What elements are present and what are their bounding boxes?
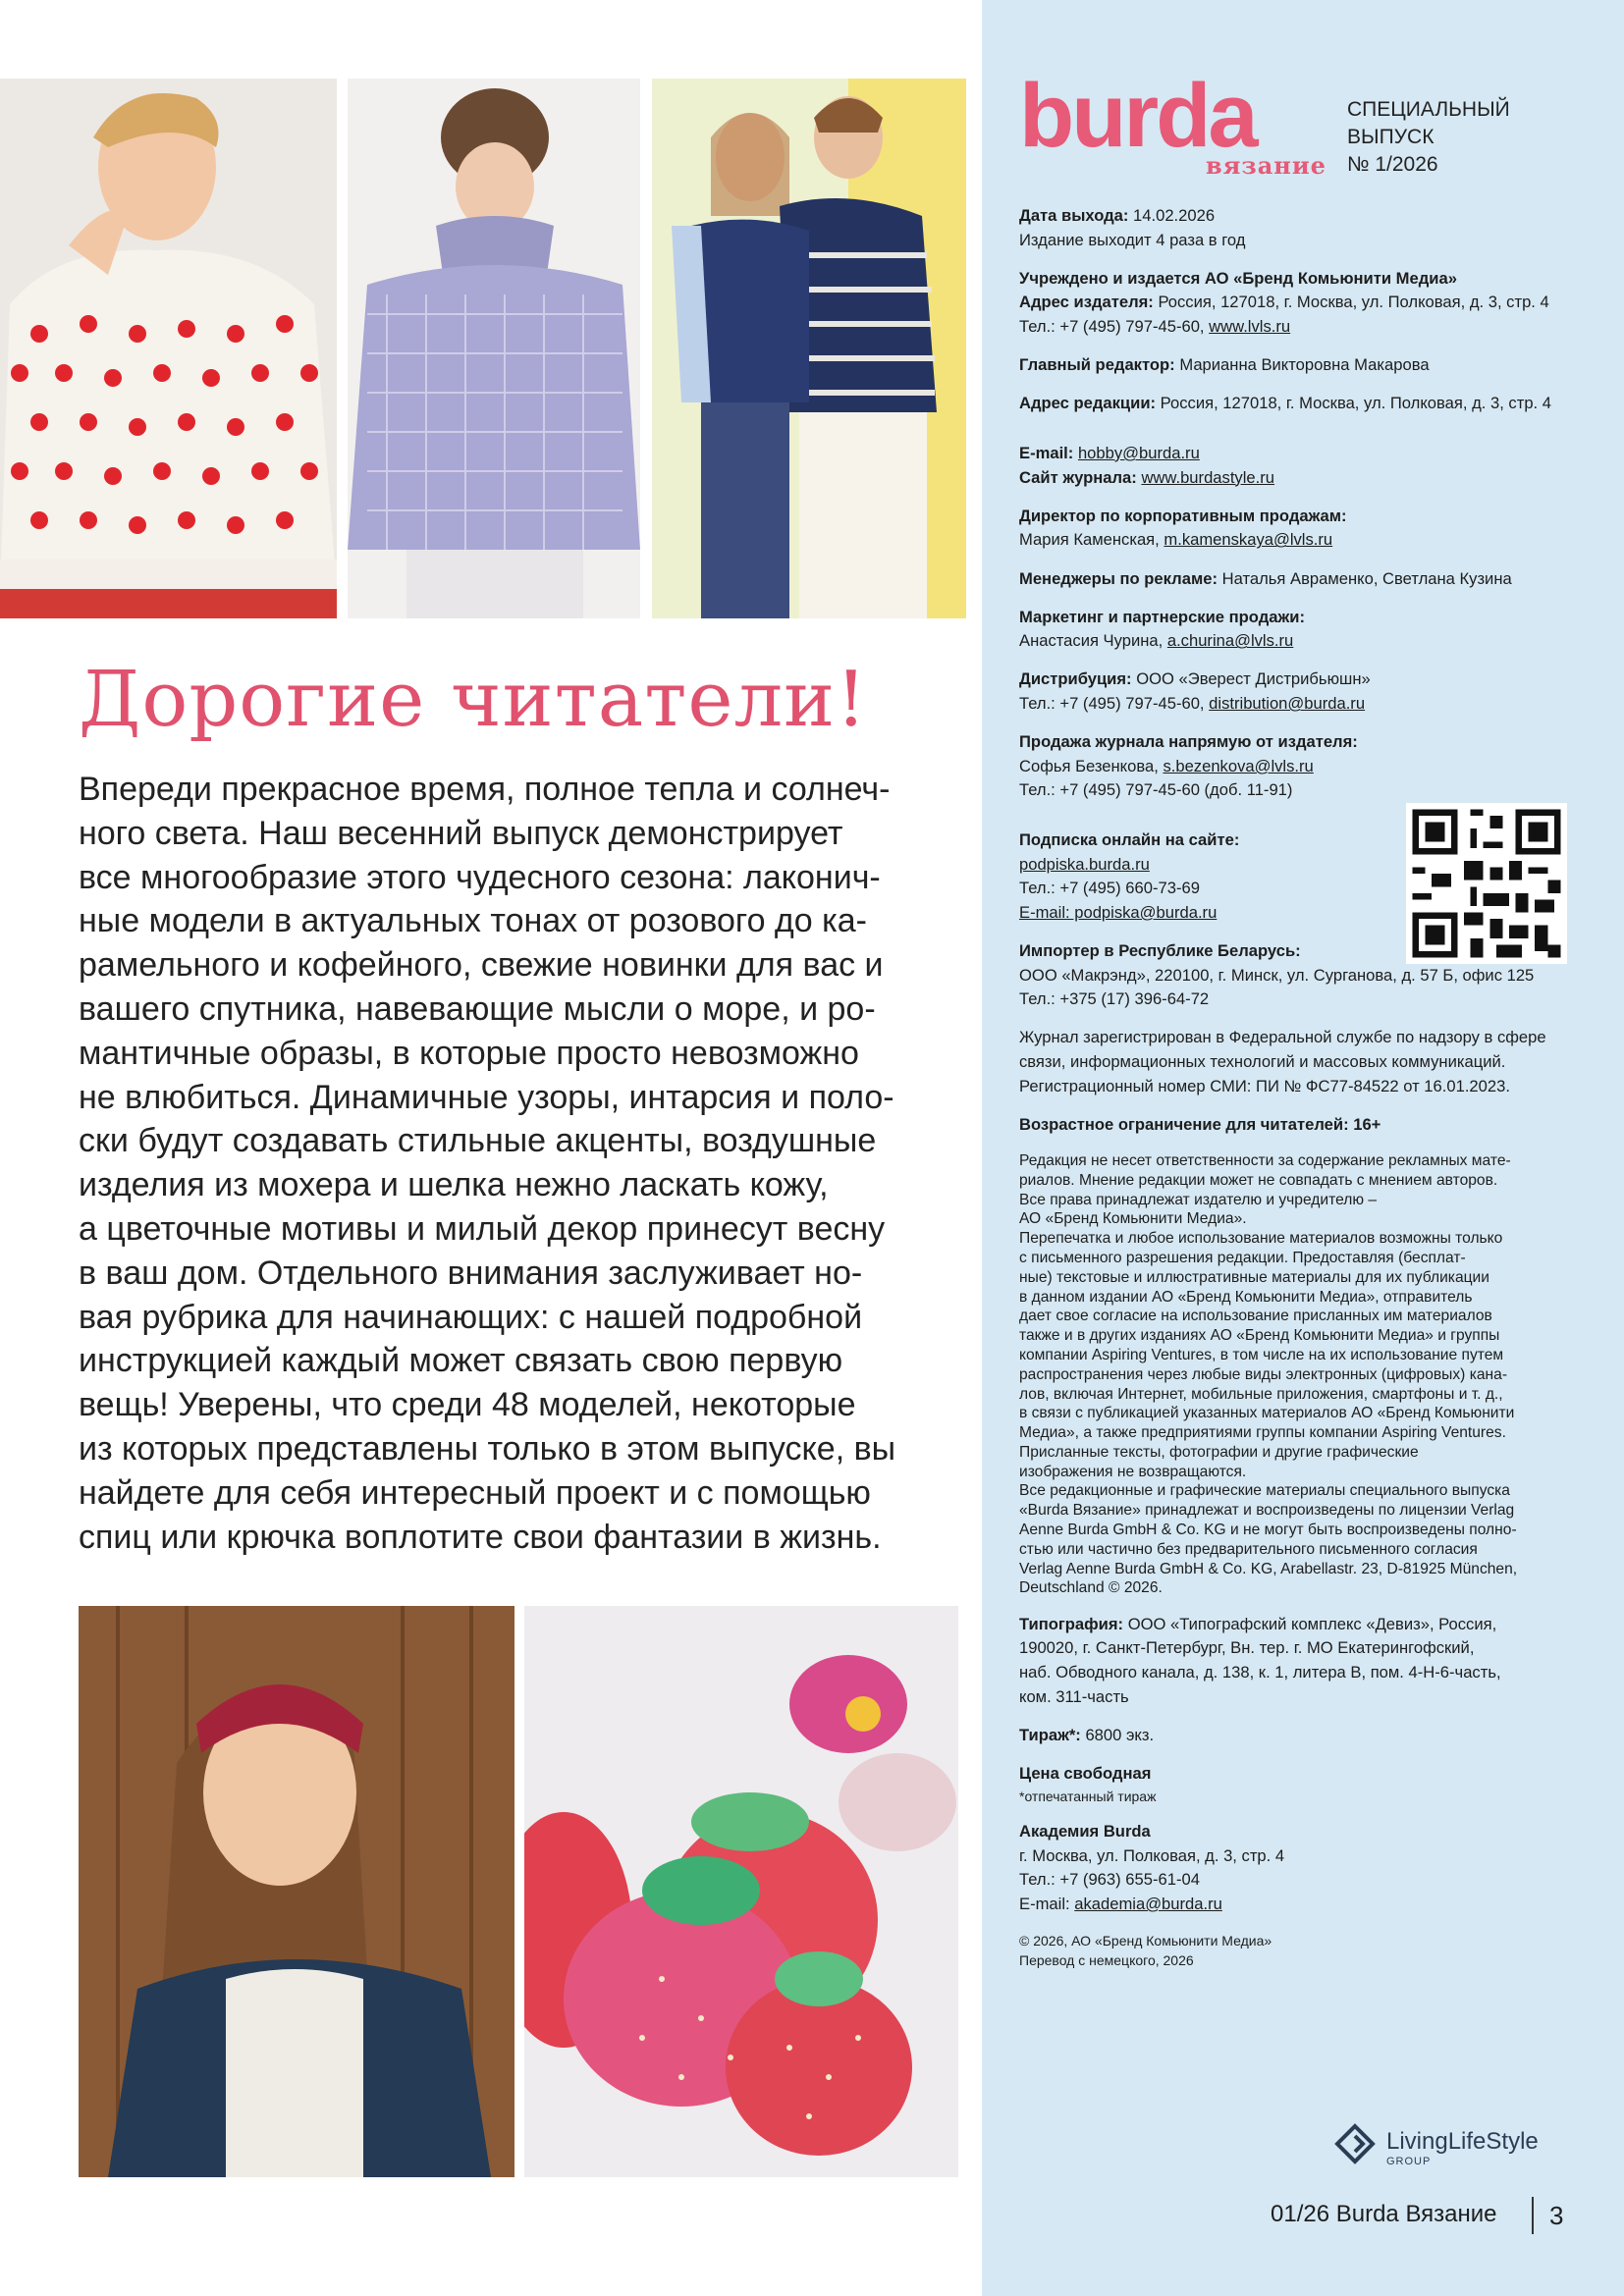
- registration-line: Журнал зарегистрирован в Федеральной службе по надзору в сфере: [1019, 1028, 1546, 1047]
- printing-label: Типография:: [1019, 1614, 1124, 1633]
- body-line: вая рубрика для начинающих: с нашей подробной: [79, 1298, 863, 1336]
- body-line: вашего спутника, навевающие мысли о море, и ро-: [79, 989, 876, 1028]
- editorial-address: Россия, 127018, г. Москва, ул. Полковая, д. 3, стр. 4: [1156, 394, 1551, 413]
- registration-line: связи, информационных технологий и массовых коммуникаций.: [1019, 1051, 1506, 1071]
- legal-line: в связи с публикацией указанных материалов АО «Бренд Комьюнити: [1019, 1405, 1515, 1422]
- body-line: мантичные образы, в которые просто невозможно: [79, 1034, 859, 1072]
- body-line: ного света. Наш весенний выпуск демонстрирует: [79, 814, 843, 852]
- ad-managers-label: Менеджеры по рекламе:: [1019, 568, 1218, 588]
- legal-line: Deutschland © 2026.: [1019, 1579, 1163, 1597]
- body-line: изделия из мохера и шелка нежно ласкать кожу,: [79, 1166, 829, 1204]
- photo-couple-striped-sweaters: [652, 79, 966, 618]
- printing-line: ком. 311-часть: [1019, 1686, 1129, 1706]
- email-link[interactable]: hobby@burda.ru: [1077, 443, 1200, 462]
- registration-line: Регистрационный номер СМИ: ПИ № ФС77-84522 от 16.01.2023.: [1019, 1076, 1510, 1095]
- circulation-label: Тираж*:: [1019, 1725, 1081, 1744]
- subscription-phone: Тел.: +7 (495) 660-73-69: [1019, 879, 1200, 898]
- legal-line: также и в других изданиях АО «Бренд Комьюнити Медиа» и группы: [1019, 1327, 1500, 1345]
- belarus-importer-phone: Тел.: +375 (17) 396-64-72: [1019, 989, 1210, 1009]
- editorial-address-label: Адрес редакции:: [1019, 394, 1157, 413]
- distribution-phone: Тел.: +7 (495) 797-45-60,: [1019, 694, 1210, 714]
- qr-code[interactable]: [1406, 803, 1567, 964]
- legal-line: изображения не возвращаются.: [1019, 1463, 1247, 1480]
- footer-divider: [1532, 2197, 1534, 2234]
- corp-sales-label: Директор по корпоративным продажам:: [1019, 506, 1347, 525]
- livinglifestyle-mark-icon: [1333, 2122, 1377, 2165]
- footer-issue: 01/26 Burda Вязание: [1271, 2201, 1497, 2227]
- corp-sales-name: Мария Каменская,: [1019, 530, 1164, 550]
- body-line: все многообразие этого чудесного сезона: лаконич-: [79, 858, 881, 896]
- publisher-phone: Тел.: +7 (495) 797-45-60,: [1019, 316, 1210, 336]
- legal-line: с письменного разрешения редакции. Предоставляя (бесплат-: [1019, 1249, 1466, 1266]
- academy-email-label: E-mail:: [1019, 1894, 1075, 1913]
- body-line: ные модели в актуальных тонах от розового до ка-: [79, 902, 867, 940]
- price-note: *отпечатанный тираж: [1019, 1788, 1157, 1804]
- legal-line: Verlag Aenne Burda GmbH & Co. KG, Arabellastr. 23, D-81925 München,: [1019, 1560, 1518, 1577]
- direct-sales-email-link[interactable]: s.bezenkova@lvls.ru: [1163, 756, 1314, 775]
- legal-line: Присланные тексты, фотографии и другие графические: [1019, 1443, 1419, 1461]
- academy-email-link[interactable]: akademia@burda.ru: [1074, 1894, 1222, 1913]
- direct-sales-name: Софья Безенкова,: [1019, 756, 1164, 775]
- legal-line: Редакция не несет ответственности за содержание рекламных мате-: [1019, 1151, 1511, 1169]
- article-body: [79, 768, 962, 1559]
- subscription-site-link[interactable]: podpiska.burda.ru: [1019, 854, 1150, 874]
- issue-line: № 1/2026: [1347, 153, 1438, 176]
- legal-line: АО «Бренд Комьюнити Медиа».: [1019, 1210, 1247, 1228]
- burda-logo: [1019, 66, 1326, 180]
- body-line: в ваш дом. Отдельного внимания заслуживает но-: [79, 1254, 863, 1292]
- publisher-address-label: Адрес издателя:: [1019, 293, 1154, 312]
- legal-line: Все права принадлежат издателю и учредителю –: [1019, 1191, 1378, 1208]
- frequency: Издание выходит 4 раза в год: [1019, 230, 1246, 249]
- belarus-importer-address: ООО «Макрэнд», 220100, г. Минск, ул. Сурганова, д. 57 Б, офис 125: [1019, 965, 1535, 985]
- issue-line: СПЕЦИАЛЬНЫЙ: [1347, 98, 1510, 121]
- academy-phone: Тел.: +7 (963) 655-61-04: [1019, 1870, 1200, 1890]
- distribution-label: Дистрибуция:: [1019, 669, 1132, 689]
- distribution-email-link[interactable]: distribution@burda.ru: [1209, 694, 1366, 714]
- livinglifestyle-logo: [1333, 2120, 1589, 2169]
- subscription-email-link[interactable]: E-mail: podpiska@burda.ru: [1019, 902, 1218, 922]
- body-line: Впереди прекрасное время, полное тепла и солнеч-: [79, 771, 891, 808]
- issue-label: [1347, 96, 1510, 179]
- site-label: Сайт журнала:: [1019, 467, 1137, 487]
- body-line: а цветочные мотивы и милый декор принесут весну: [79, 1209, 886, 1248]
- legal-line: распространения через любые виды электронных (цифровых) кана-: [1019, 1365, 1508, 1383]
- logo-subtitle: вязание: [1206, 151, 1326, 180]
- imprint: [1019, 204, 1579, 1985]
- corp-sales-email-link[interactable]: m.kamenskaya@lvls.ru: [1164, 530, 1333, 550]
- body-line: из которых представлены только в этом выпуске, вы: [79, 1429, 896, 1468]
- publisher-site-link[interactable]: www.lvls.ru: [1209, 316, 1291, 336]
- copyright: © 2026, АО «Бренд Комьюнити Медиа»: [1019, 1933, 1272, 1949]
- editor-name: Марианна Викторовна Макарова: [1174, 355, 1430, 375]
- translation-note: Перевод с немецкого, 2026: [1019, 1952, 1194, 1969]
- belarus-importer-label: Импортер в Республике Беларусь:: [1019, 941, 1301, 960]
- lls-group: GROUP: [1386, 2156, 1432, 2167]
- photo-woman-headband: [79, 1606, 514, 2177]
- lls-name: LivingLifeStyle: [1386, 2128, 1539, 2155]
- logo-brand: burda: [1019, 66, 1256, 166]
- photo-hearts-sweater: [0, 79, 337, 618]
- academy-address: г. Москва, ул. Полковая, д. 3, стр. 4: [1019, 1845, 1285, 1865]
- marketing-label: Маркетинг и партнерские продажи:: [1019, 607, 1305, 626]
- body-line: вещь! Уверены, что среди 48 моделей, некоторые: [79, 1386, 856, 1424]
- printing-line: ООО «Типографский комплекс «Девиз», Россия,: [1123, 1614, 1497, 1633]
- page-number: 3: [1549, 2201, 1564, 2230]
- distribution-company: ООО «Эверест Дистрибьюшн»: [1131, 669, 1371, 689]
- printing-line: наб. Обводного канала, д. 138, к. 1, литера В, пом. 4-Н-6-часть,: [1019, 1663, 1501, 1682]
- legal-line: «Burda Вязание» принадлежат и воспроизведены по лицензии Verlag: [1019, 1502, 1515, 1520]
- marketing-email-link[interactable]: a.churina@lvls.ru: [1166, 631, 1294, 651]
- release-label: Дата выхода:: [1019, 206, 1129, 225]
- editor-label: Главный редактор:: [1019, 355, 1175, 375]
- direct-sales-label: Продажа журнала напрямую от издателя:: [1019, 732, 1358, 752]
- publisher-address: Россия, 127018, г. Москва, ул. Полковая, д. 3, стр. 4: [1153, 293, 1549, 312]
- age-restriction: Возрастное ограничение для читателей: 16+: [1019, 1114, 1381, 1134]
- legal-line: в данном издании АО «Бренд Комьюнити Медиа», отправитель: [1019, 1288, 1473, 1306]
- marketing-name: Анастасия Чурина,: [1019, 631, 1167, 651]
- photo-lilac-lace-sweater: [348, 79, 640, 618]
- legal-line: Aenne Burda GmbH & Co. KG и не могут быть воспроизведены полно-: [1019, 1522, 1517, 1539]
- ad-managers: Наталья Авраменко, Светлана Кузина: [1217, 568, 1512, 588]
- release-date: 14.02.2026: [1128, 206, 1216, 225]
- direct-sales-phone: Тел.: +7 (495) 797-45-60 (доб. 11-91): [1019, 780, 1293, 800]
- body-line: инструкцией каждый может связать свою первую: [79, 1342, 843, 1380]
- legal-line: Медиа», а также предприятиями группы компании Aspiring Ventures.: [1019, 1424, 1506, 1442]
- circulation-value: 6800 экз.: [1080, 1725, 1155, 1744]
- subscription-label: Подписка онлайн на сайте:: [1019, 830, 1240, 850]
- email-label: E-mail:: [1019, 443, 1074, 462]
- legal-line: Все редакционные и графические материалы специального выпуска: [1019, 1482, 1510, 1500]
- academy-label: Академия Burda: [1019, 1822, 1151, 1842]
- legal-line: риалов. Мнение редакции может не совпадать с мнением авторов.: [1019, 1171, 1498, 1189]
- legal-line: лов, включая Интернет, мобильные приложения, смартфоны и т. д.,: [1019, 1385, 1503, 1403]
- site-link[interactable]: www.burdastyle.ru: [1141, 467, 1275, 487]
- printing-line: 190020, г. Санкт-Петербург, Вн. тер. г. МО Екатерингофский,: [1019, 1638, 1475, 1658]
- legal-line: Перепечатка и любое использование материалов возможны только: [1019, 1230, 1503, 1248]
- legal-line: стью или частично без предварительного письменного согласия: [1019, 1540, 1478, 1558]
- body-line: рамельного и кофейного, свежие новинки для вас и: [79, 946, 884, 985]
- founder: Учреждено и издается АО «Бренд Комьюнити Медиа»: [1019, 268, 1457, 288]
- body-line: найдете для себя интересный проект и с помощью: [79, 1473, 871, 1512]
- legal-line: ные) текстовые и иллюстративные материалы для их публикации: [1019, 1268, 1489, 1286]
- body-line: не влюбиться. Динамичные узоры, интарсия и поло-: [79, 1078, 894, 1116]
- body-line: спиц или крючка воплотите свои фантазии в жизнь.: [79, 1518, 882, 1556]
- legal-line: дает свое согласие на использование присланных им материалов: [1019, 1308, 1492, 1325]
- photo-crochet-strawberries: [524, 1606, 958, 2177]
- price: Цена свободная: [1019, 1764, 1152, 1784]
- article-title: Дорогие читатели!: [79, 656, 868, 744]
- body-line: ски будут создавать стильные акценты, воздушные: [79, 1122, 877, 1160]
- issue-line: ВЫПУСК: [1347, 126, 1435, 148]
- legal-line: компании Aspiring Ventures, в том числе на их использование путем: [1019, 1346, 1504, 1363]
